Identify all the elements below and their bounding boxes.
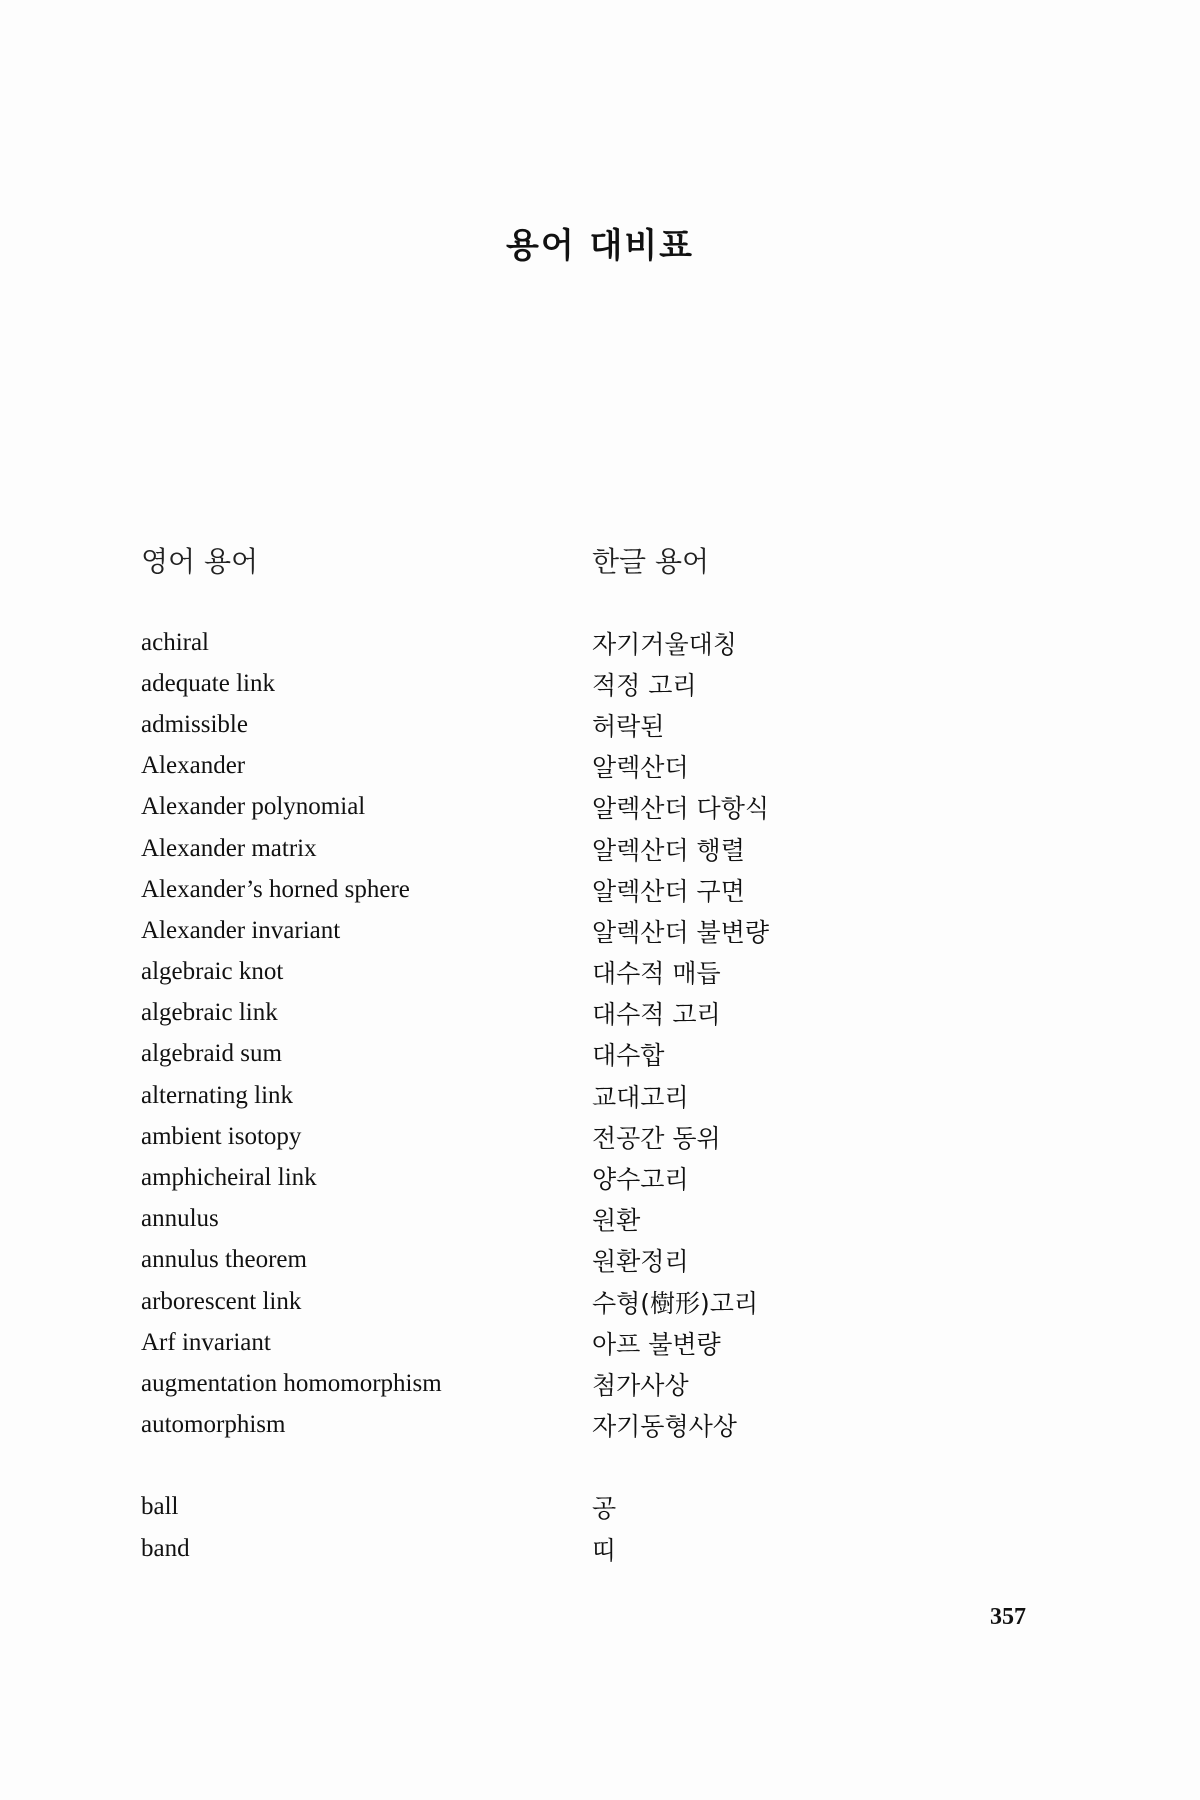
glossary-row <box>141 1405 1041 1446</box>
glossary-row <box>141 1199 1041 1240</box>
page-title: 용어 대비표 <box>505 226 695 266</box>
english-term: algebraic link <box>141 999 278 1027</box>
english-term: algebraic knot <box>141 958 284 986</box>
english-term: Alexander invariant <box>141 916 341 944</box>
korean-term: 알렉산더 <box>592 753 689 783</box>
glossary-group <box>141 1487 1041 1569</box>
glossary-row <box>141 1240 1041 1281</box>
korean-term: 전공간 동위 <box>592 1123 721 1153</box>
glossary-row <box>141 1363 1041 1404</box>
glossary-row <box>141 704 1041 745</box>
page-number: 357 <box>990 1604 1026 1630</box>
korean-term: 알렉산더 구면 <box>592 876 745 906</box>
korean-term-header: 한글 용어 <box>592 545 710 578</box>
korean-term: 원환 <box>592 1206 641 1236</box>
english-term: achiral <box>141 628 210 656</box>
english-term: admissible <box>141 710 248 738</box>
korean-term: 띠 <box>592 1535 617 1565</box>
english-term: annulus theorem <box>141 1246 307 1274</box>
korean-term: 수형(樹形)고리 <box>592 1288 759 1318</box>
korean-term: 교대고리 <box>592 1082 689 1112</box>
english-term: band <box>141 1534 190 1562</box>
korean-term: 자기동형사상 <box>592 1412 737 1442</box>
glossary-row <box>141 622 1041 663</box>
glossary-row <box>141 1487 1041 1528</box>
glossary-row <box>141 746 1041 787</box>
english-term: Arf invariant <box>141 1328 271 1356</box>
korean-term: 양수고리 <box>592 1165 689 1195</box>
glossary-row <box>141 1034 1041 1075</box>
korean-term: 대수합 <box>592 1041 665 1071</box>
glossary-row <box>141 869 1041 910</box>
korean-term: 첨가사상 <box>592 1370 689 1400</box>
glossary-row <box>141 993 1041 1034</box>
glossary-row <box>141 1528 1041 1569</box>
glossary-row <box>141 828 1041 869</box>
english-term: automorphism <box>141 1411 286 1439</box>
english-term-header: 영어 용어 <box>141 545 259 578</box>
glossary-row <box>141 952 1041 993</box>
glossary-row <box>141 1075 1041 1116</box>
glossary-row <box>141 1116 1041 1157</box>
glossary-row <box>141 1322 1041 1363</box>
korean-term: 허락된 <box>592 711 665 741</box>
english-term: Alexander polynomial <box>141 793 366 821</box>
korean-term: 아프 불변량 <box>592 1329 721 1359</box>
korean-term: 알렉산더 행렬 <box>592 835 745 865</box>
english-term: Alexander’s horned sphere <box>141 875 410 903</box>
english-term: adequate link <box>141 669 275 697</box>
glossary-row <box>141 663 1041 704</box>
korean-term: 알렉산더 불변량 <box>592 917 769 947</box>
glossary-row <box>141 787 1041 828</box>
glossary-row <box>141 1281 1041 1322</box>
english-term: augmentation homomorphism <box>141 1369 442 1397</box>
english-term: Alexander matrix <box>141 834 317 862</box>
english-term: alternating link <box>141 1081 294 1109</box>
korean-term: 원환정리 <box>592 1247 689 1277</box>
english-term: Alexander <box>141 752 246 780</box>
korean-term: 대수적 매듭 <box>592 959 721 989</box>
english-term: amphicheiral link <box>141 1164 317 1192</box>
glossary-group <box>141 622 1041 1446</box>
english-term: annulus <box>141 1205 219 1233</box>
korean-term: 자기거울대칭 <box>592 629 737 659</box>
english-term: arborescent link <box>141 1287 302 1315</box>
english-term: algebraid sum <box>141 1040 282 1068</box>
glossary-row <box>141 1157 1041 1198</box>
english-term: ambient isotopy <box>141 1122 302 1150</box>
glossary-table <box>141 622 1041 1569</box>
korean-term: 적정 고리 <box>592 670 697 700</box>
glossary-row <box>141 910 1041 951</box>
korean-term: 알렉산더 다항식 <box>592 794 769 824</box>
english-term: ball <box>141 1493 179 1521</box>
korean-term: 대수적 고리 <box>592 1000 721 1030</box>
korean-term: 공 <box>592 1494 617 1524</box>
